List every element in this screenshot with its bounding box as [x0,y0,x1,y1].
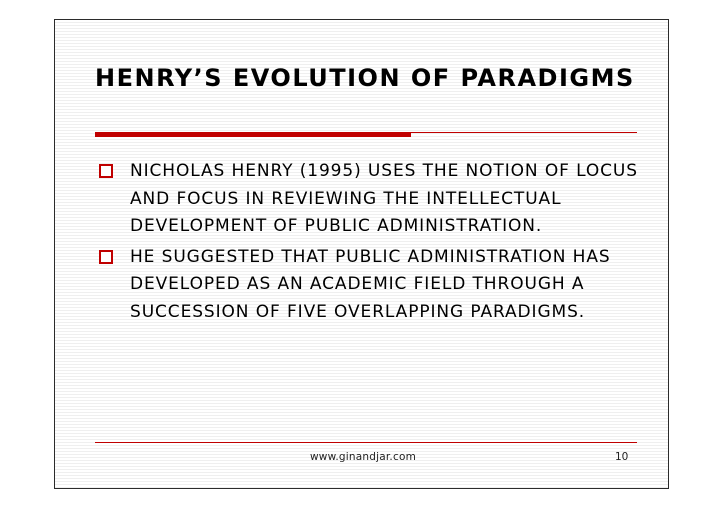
square-bullet-icon [99,250,113,264]
slide-title: HENRY’S EVOLUTION OF PARADIGMS [95,64,635,92]
title-underline-thin [411,132,637,133]
bullet-item [99,158,659,241]
bullet-list [99,158,659,329]
slide [54,19,669,489]
page-number: 10 [615,451,629,463]
bullet-item [99,244,659,327]
footer-divider [95,442,637,443]
footer-url: www.ginandjar.com [310,451,416,463]
bullet-text: NICHOLAS HENRY (1995) USES THE NOTION OF LOCUS AND FOCUS IN REVIEWING THE INTELLECTUAL DEVELOPMENT OF PUBLIC ADMINISTRATION. [130,161,638,236]
square-bullet-icon [99,164,113,178]
title-underline-thick [95,132,411,137]
bullet-text: HE SUGGESTED THAT PUBLIC ADMINISTRATION HAS DEVELOPED AS AN ACADEMIC FIELD THROUGH A SUCCESSION OF FIVE OVERLAPPING PARADIGMS. [130,246,611,322]
